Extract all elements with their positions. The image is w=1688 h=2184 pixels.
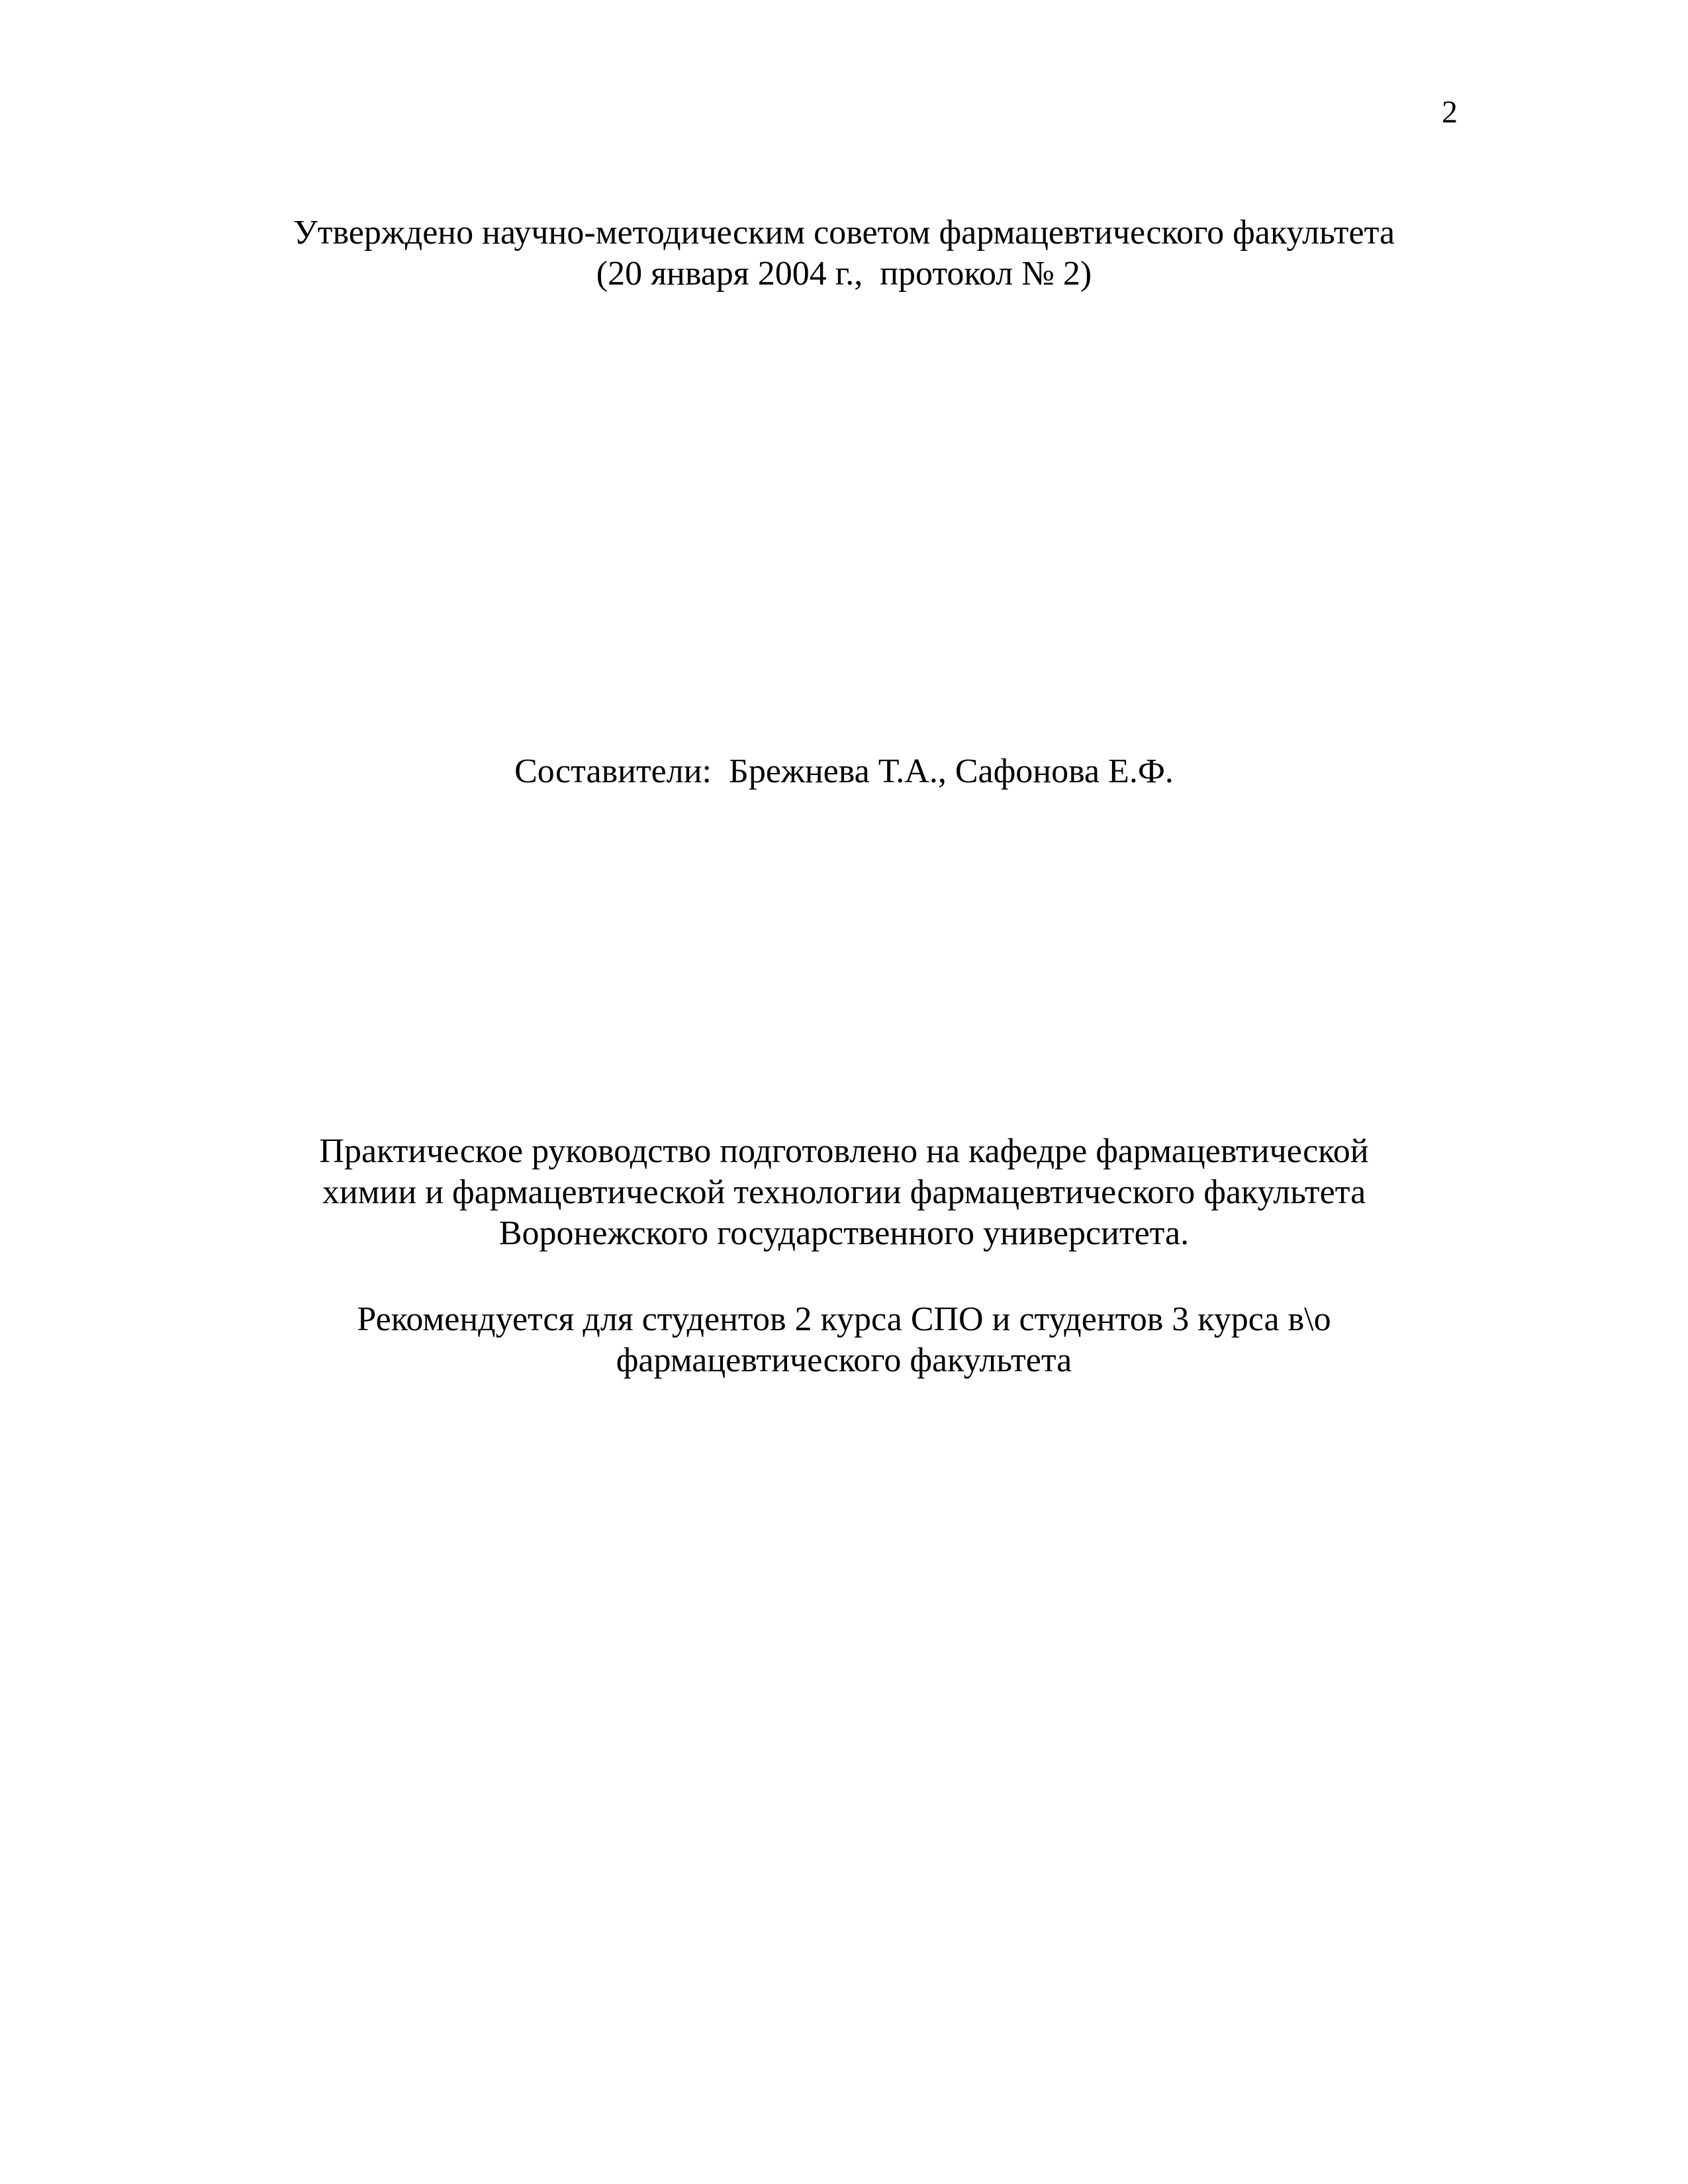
recommendation-line-1: Рекомендуется для студентов 2 курса СПО и студентов 3 курса в\о	[357, 1300, 1331, 1338]
recommendation-note	[0, 1299, 1688, 1381]
page-number: 2	[1442, 95, 1458, 130]
prepared-note	[0, 1131, 1688, 1254]
approval-note	[0, 212, 1688, 295]
authors-note	[0, 751, 1688, 792]
authors-line: Составители: Брежнева Т.А., Сафонова Е.Ф.	[514, 752, 1174, 790]
prepared-line-2: химии и фармацевтической технологии фармацевтического факультета	[322, 1173, 1366, 1211]
prepared-line-3: Воронежского государственного университета.	[498, 1214, 1190, 1252]
approval-line-1: Утверждено научно-методическим советом фармацевтического факультета	[293, 214, 1395, 251]
approval-line-2: (20 января 2004 г., протокол № 2)	[596, 255, 1092, 293]
recommendation-line-2: фармацевтического факультета	[616, 1342, 1072, 1379]
prepared-line-1: Практическое руководство подготовлено на кафедре фармацевтической	[319, 1132, 1369, 1170]
